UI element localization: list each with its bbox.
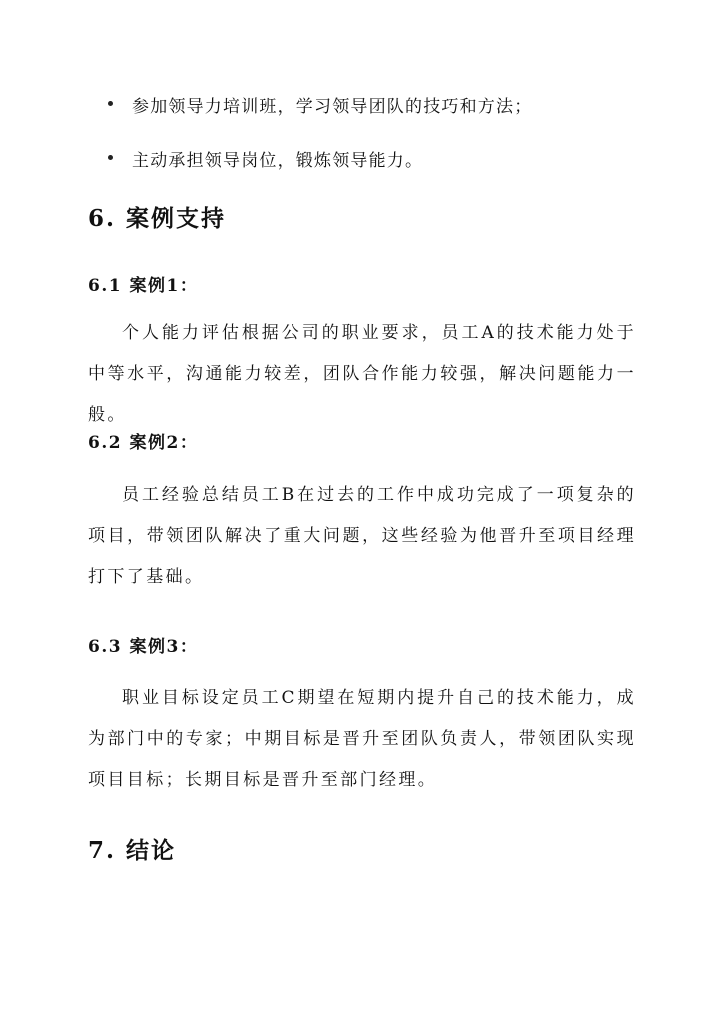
bullet-dot-icon [108,155,113,160]
case-text: 个人能力评估根据公司的职业要求，员工A的技术能力处于中等水平，沟通能力较差，团队合作能力较强，解决问题能力一般。 [88,323,636,425]
bullet-dot-icon [108,101,113,106]
case-paragraph [88,678,636,801]
case-text: 员工经验总结员工B在过去的工作中成功完成了一项复杂的项目，带领团队解决了重大问题，这些经验为他晋升至项目经理打下了基础。 [88,485,636,587]
case-paragraph [88,313,636,436]
case-heading: 6.2 案例2： [88,433,199,453]
section-heading: 7. 结论 [88,837,177,864]
bullet-text: 主动承担领导岗位，锻炼领导能力。 [132,151,424,171]
section-heading: 6. 案例支持 [88,205,227,232]
bullet-text: 参加领导力培训班，学习领导团队的技巧和方法； [132,97,533,117]
case-paragraph [88,475,636,598]
case-heading: 6.3 案例3： [88,637,199,657]
case-text: 职业目标设定员工C期望在短期内提升自己的技术能力，成为部门中的专家；中期目标是晋升至团队负责人，带领团队实现项目目标；长期目标是晋升至部门经理。 [88,688,636,790]
case-heading: 6.1 案例1： [88,276,199,296]
